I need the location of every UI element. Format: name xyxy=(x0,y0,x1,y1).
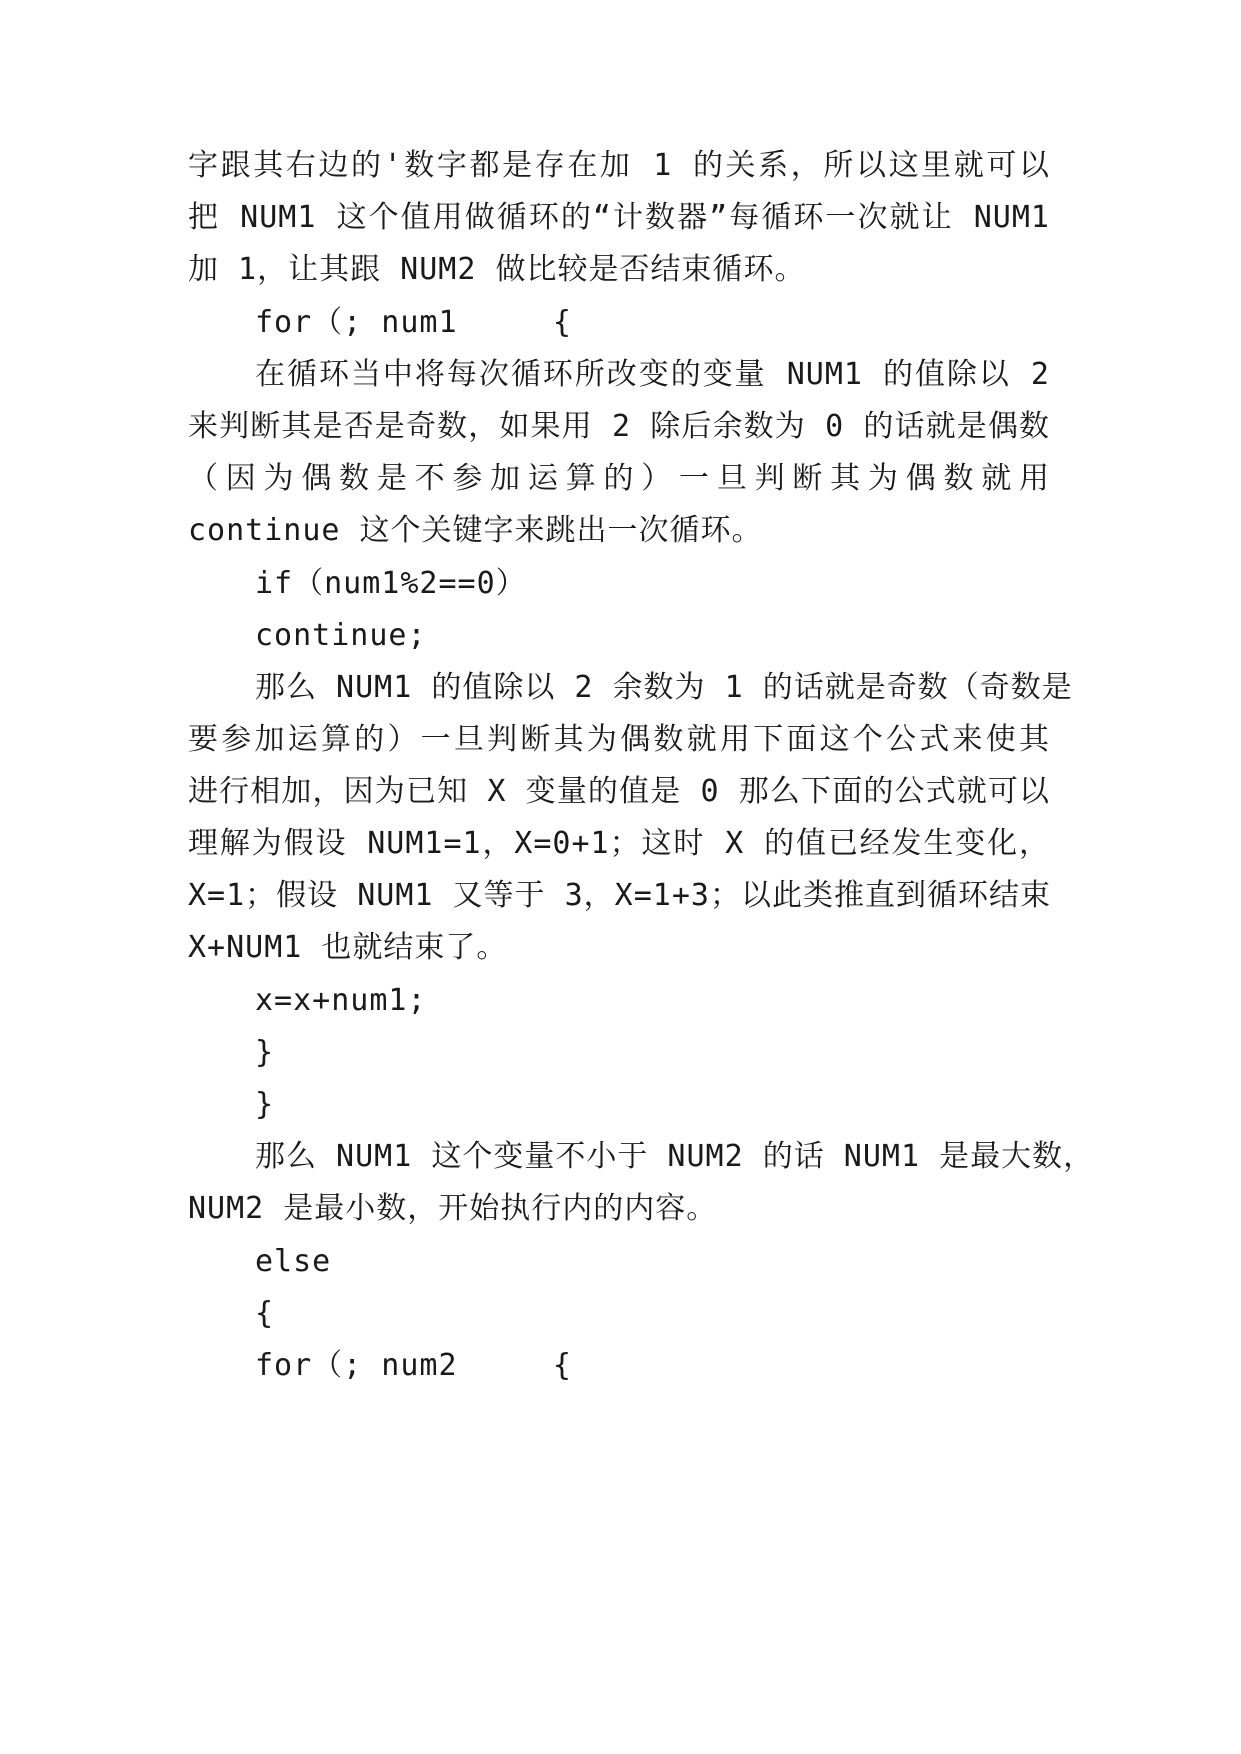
code-line: if（num1%2==0） xyxy=(255,566,527,601)
code-line: } xyxy=(255,1087,275,1122)
text-line: 把 NUM1 这个值用做循环的“计数器”每循环一次就让 NUM1 xyxy=(188,200,1050,235)
text-line: （因为偶数是不参加运算的）一旦判断其为偶数就用 xyxy=(188,461,1050,496)
code-line: continue; xyxy=(255,618,427,653)
text-line: 那么 NUM1 这个变量不小于 NUM2 的话 NUM1 是最大数， xyxy=(255,1139,1095,1174)
text-line: NUM2 是最小数，开始执行内的内容。 xyxy=(188,1191,718,1226)
text-line: continue 这个关键字来跳出一次循环。 xyxy=(188,513,763,548)
code-line: for（; num1 { xyxy=(255,305,572,340)
code-line: { xyxy=(255,1296,275,1331)
text-line: 加 1，让其跟 NUM2 做比较是否结束循环。 xyxy=(188,252,806,287)
text-line: 进行相加，因为已知 X 变量的值是 0 那么下面的公式就可以 xyxy=(188,774,1050,809)
text-line: 那么 NUM1 的值除以 2 余数为 1 的话就是奇数（奇数是 xyxy=(255,670,1073,705)
text-line: X+NUM1 也就结束了。 xyxy=(188,930,508,965)
text-line: 在循环当中将每次循环所改变的变量 NUM1 的值除以 2 xyxy=(255,357,1050,392)
code-line: for（; num2 { xyxy=(255,1348,572,1383)
code-line: else xyxy=(255,1244,332,1279)
text-line: 理解为假设 NUM1=1，X=0+1；这时 X 的值已经发生变化， xyxy=(188,826,1050,861)
text-line: 字跟其右边的'数字都是存在加 1 的关系，所以这里就可以 xyxy=(188,148,1050,183)
code-line: x=x+num1; xyxy=(255,983,427,1018)
text-line: X=1；假设 NUM1 又等于 3，X=1+3；以此类推直到循环结束 xyxy=(188,878,1051,913)
text-line: 来判断其是否是奇数，如果用 2 除后余数为 0 的话就是偶数 xyxy=(188,409,1050,444)
code-line: } xyxy=(255,1035,275,1070)
text-line: 要参加运算的）一旦判断其为偶数就用下面这个公式来使其 xyxy=(188,722,1050,757)
